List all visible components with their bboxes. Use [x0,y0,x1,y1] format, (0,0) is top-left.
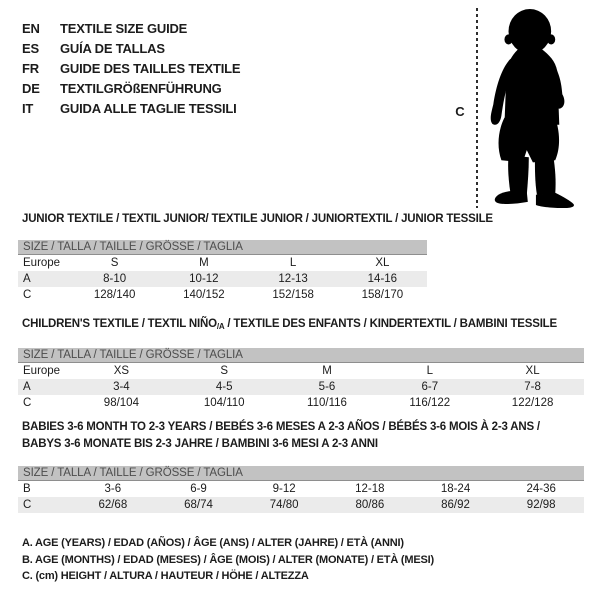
children-table-title [22,318,557,331]
language-header [22,18,240,118]
size-cell: 116/122 [409,397,451,409]
children-title-pre: CHILDREN'S TEXTILE / TEXTIL NIÑO [22,318,217,330]
size-cell: 158/170 [361,289,404,301]
size-cell: L [426,365,433,377]
babies-table-title-line2: BABYS 3-6 MONATE BIS 2-3 JAHRE / BAMBINI 3-6 MESI A 2-3 ANNI [22,438,378,450]
size-cell: 68/74 [184,499,213,511]
size-cell: XL [525,365,540,377]
size-cell: M [322,365,332,377]
row-label: C [23,397,32,409]
table-row-b [18,481,584,497]
size-cell: 24-36 [526,483,556,495]
size-cell: 152/158 [272,289,314,301]
size-cell: 104/110 [203,397,245,409]
table-row-europe [18,363,584,379]
size-cell: 74/80 [269,499,299,511]
size-cell: 12-13 [278,273,308,285]
language-code: IT [22,100,34,116]
size-cell: 14-16 [367,273,398,285]
baby-silhouette [487,8,595,208]
junior-size-table [18,240,427,303]
size-cell: 9-12 [272,483,296,495]
babies-size-header-bar: SIZE / TALLA / TAILLE / GRÖSSE / TAGLIA [18,466,584,481]
size-cell: 7-8 [524,381,541,393]
language-code: FR [22,60,39,76]
size-cell: 62/68 [98,499,128,511]
size-cell: 98/104 [103,397,139,409]
table-row-europe [18,255,427,271]
children-title-post: / TEXTILE DES ENFANTS / KINDERTEXTIL / BAMBINI TESSILE [224,318,557,330]
table-row-c [18,395,584,411]
language-row-de [22,78,240,98]
height-measure-dashed-line [476,8,478,208]
language-title: GUIDE DES TAILLES TEXTILE [60,60,241,76]
size-cell: XS [113,365,130,377]
children-size-table [18,348,584,411]
size-cell: 5-6 [318,381,336,393]
table-row-c [18,497,584,513]
row-label: Europe [23,257,61,269]
table-row-a [18,271,427,287]
row-label: A [23,381,31,393]
size-cell: 6-9 [190,483,207,495]
size-cell: M [199,257,209,269]
language-title: TEXTILGRÖßENFÜHRUNG [60,80,222,96]
row-label: C [23,499,32,511]
size-cell: 18-24 [440,483,471,495]
row-label: A [23,273,31,285]
language-code: DE [22,80,40,96]
children-title-sub: /A [216,322,225,331]
language-code: ES [22,40,39,56]
language-title: GUÍA DE TALLAS [60,40,165,56]
size-cell: 140/152 [183,289,225,301]
size-cell: 128/140 [93,289,136,301]
children-size-header-bar: SIZE / TALLA / TAILLE / GRÖSSE / TAGLIA [18,348,584,363]
size-cell: L [289,257,297,269]
language-row-en [22,18,240,38]
row-label: C [23,289,32,301]
size-cell: 4-5 [215,381,233,393]
size-cell: 8-10 [103,273,127,285]
height-measure-label: C [455,104,465,119]
size-cell: 80/86 [355,499,385,511]
language-title: TEXTILE SIZE GUIDE [60,20,188,36]
size-cell: 92/98 [526,499,556,511]
size-cell: 122/128 [511,397,554,409]
size-cell: 6-7 [421,381,439,393]
size-cell: S [220,365,229,377]
babies-table-title-line1: BABIES 3-6 MONTH TO 2-3 YEARS / BEBÉS 3-6 MESES A 2-3 AÑOS / BÉBÉS 3-6 MOIS À 2-3 ANS / [22,421,540,433]
note-age-months: B. AGE (MONTHS) / EDAD (MESES) / ÂGE (MOIS) / ALTER (MONATE) / ETÀ (MESI) [22,553,434,566]
size-cell: XL [375,257,390,269]
language-row-fr [22,58,240,78]
legend-notes [22,535,434,585]
junior-size-header-bar: SIZE / TALLA / TAILLE / GRÖSSE / TAGLIA [18,240,427,255]
junior-table-title: JUNIOR TEXTILE / TEXTIL JUNIOR/ TEXTILE JUNIOR / JUNIORTEXTIL / JUNIOR TESSILE [22,213,493,225]
note-height-cm: C. (cm) HEIGHT / ALTURA / HAUTEUR / HÖHE / ALTEZZA [22,570,309,583]
row-label: B [23,483,31,495]
size-cell: 10-12 [189,273,219,285]
size-cell: 86/92 [441,499,470,511]
row-label: Europe [23,365,61,377]
language-title: GUIDA ALLE TAGLIE TESSILI [60,100,237,116]
table-row-c [18,287,427,303]
size-cell: 12-18 [355,483,385,495]
note-age-years: A. AGE (YEARS) / EDAD (AÑOS) / ÂGE (ANS) / ALTER (JAHRE) / ETÀ (ANNI) [22,537,404,550]
language-code: EN [22,20,40,36]
size-cell: 110/116 [307,397,347,409]
size-cell: 3-4 [113,381,130,393]
size-cell: S [110,257,119,269]
table-row-a [18,379,584,395]
language-row-es [22,38,240,58]
language-row-it [22,98,240,118]
size-cell: 3-6 [104,483,122,495]
babies-size-table [18,466,584,513]
